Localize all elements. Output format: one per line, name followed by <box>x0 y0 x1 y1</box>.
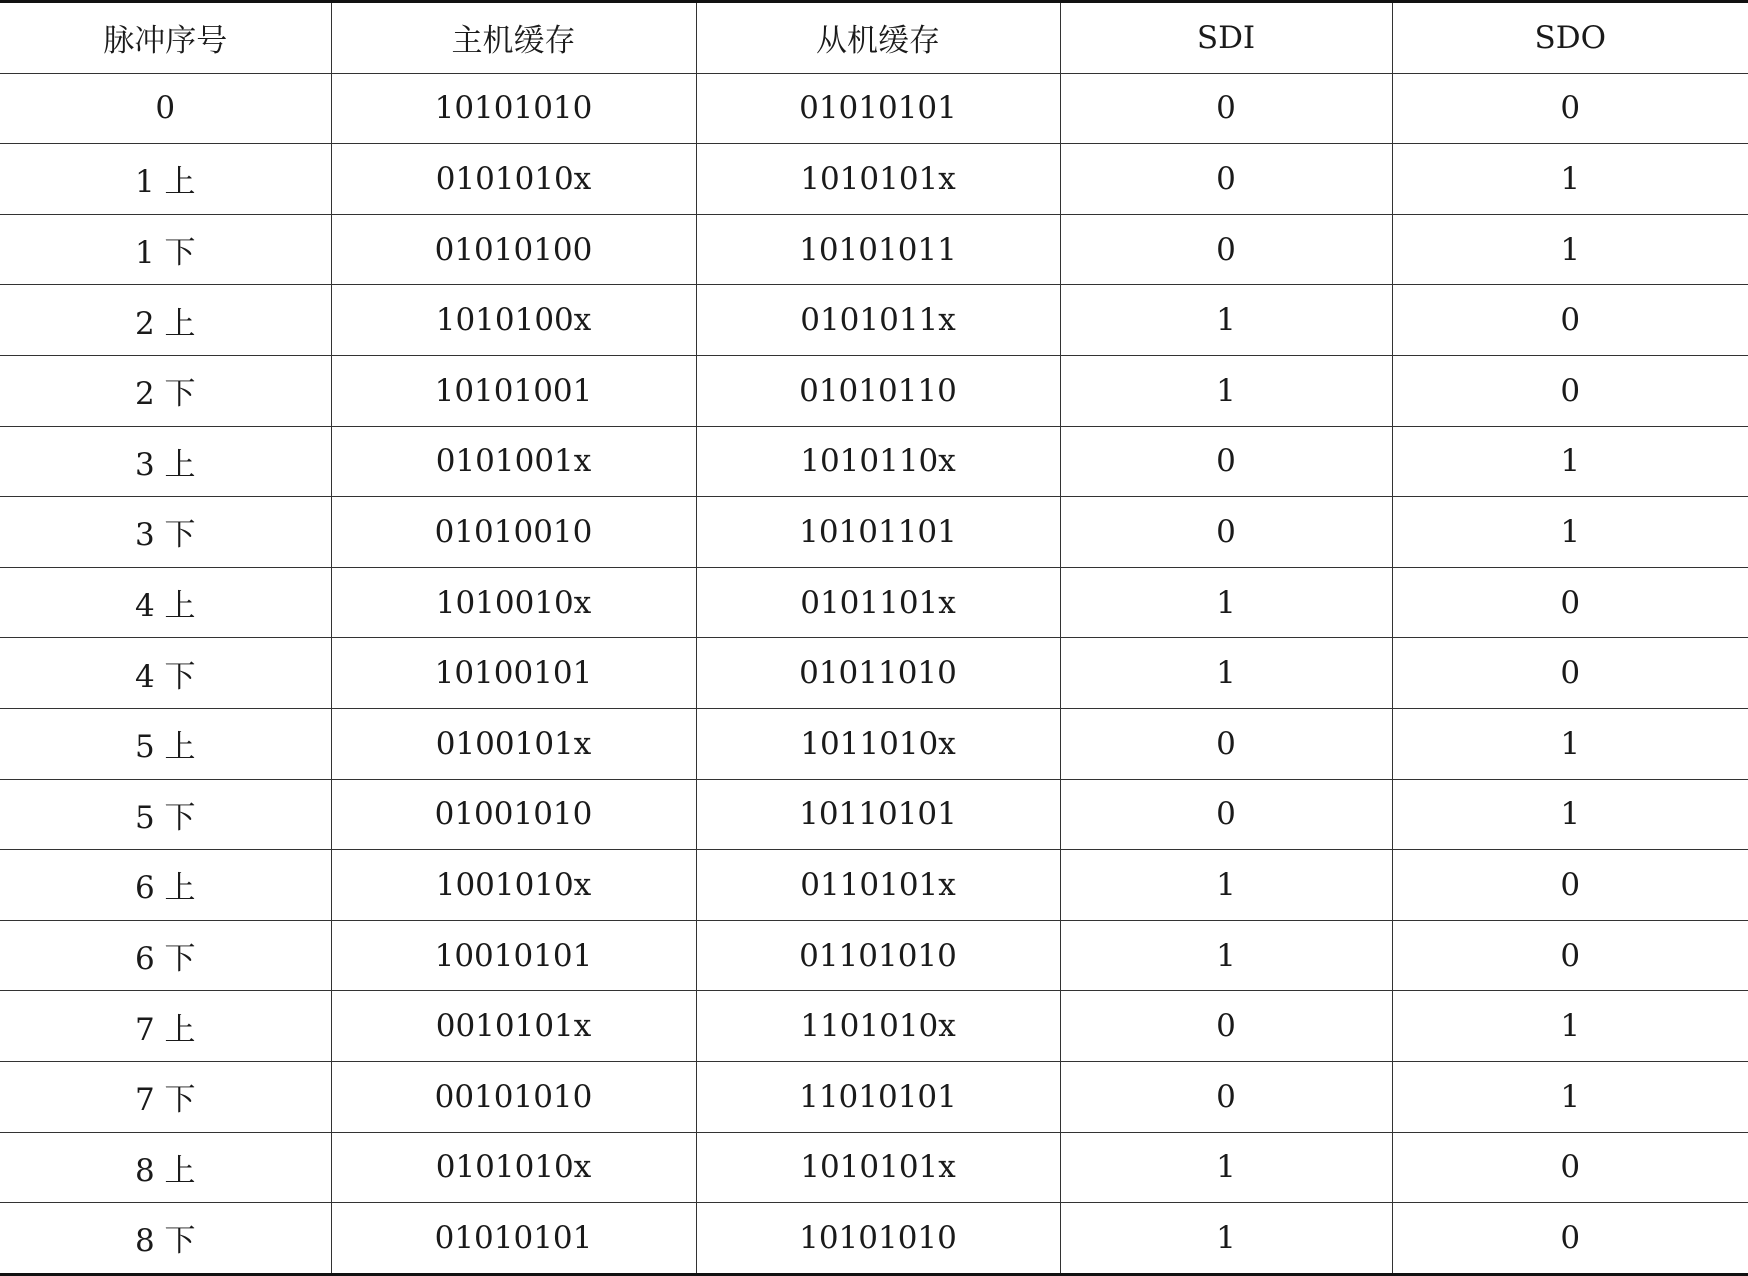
cell-pulse-index: 8 下 <box>0 1203 331 1275</box>
column-header-slave-buffer: 从机缓存 <box>696 2 1060 74</box>
table-row <box>0 920 1748 991</box>
cell-sdi: 0 <box>1060 497 1392 568</box>
cell-master-buffer: 0101010x <box>331 144 696 215</box>
table-row <box>0 638 1748 709</box>
cell-sdo: 1 <box>1392 497 1748 568</box>
cell-pulse-index: 0 <box>0 73 331 144</box>
cell-sdo: 0 <box>1392 285 1748 356</box>
cell-master-buffer: 01010100 <box>331 214 696 285</box>
cell-slave-buffer: 1011010x <box>696 708 1060 779</box>
cell-sdi: 0 <box>1060 73 1392 144</box>
table-row <box>0 708 1748 779</box>
cell-sdo: 0 <box>1392 850 1748 921</box>
cell-master-buffer: 0101001x <box>331 426 696 497</box>
cell-slave-buffer: 1010101x <box>696 144 1060 215</box>
cell-master-buffer: 1001010x <box>331 850 696 921</box>
table-row <box>0 1203 1748 1275</box>
cell-sdo: 1 <box>1392 144 1748 215</box>
cell-sdo: 1 <box>1392 1061 1748 1132</box>
cell-sdo: 1 <box>1392 426 1748 497</box>
cell-pulse-index: 4 下 <box>0 638 331 709</box>
cell-sdo: 0 <box>1392 920 1748 991</box>
cell-slave-buffer: 10101101 <box>696 497 1060 568</box>
cell-master-buffer: 1010010x <box>331 567 696 638</box>
table-row <box>0 1132 1748 1203</box>
cell-slave-buffer: 01010110 <box>696 355 1060 426</box>
cell-sdo: 1 <box>1392 708 1748 779</box>
table-row <box>0 285 1748 356</box>
cell-pulse-index: 6 下 <box>0 920 331 991</box>
cell-sdo: 0 <box>1392 73 1748 144</box>
cell-master-buffer: 10010101 <box>331 920 696 991</box>
cell-master-buffer: 10101001 <box>331 355 696 426</box>
cell-sdi: 0 <box>1060 779 1392 850</box>
cell-pulse-index: 6 上 <box>0 850 331 921</box>
column-header-sdi: SDI <box>1060 2 1392 74</box>
cell-sdi: 0 <box>1060 144 1392 215</box>
cell-slave-buffer: 01011010 <box>696 638 1060 709</box>
table-row <box>0 426 1748 497</box>
cell-slave-buffer: 10110101 <box>696 779 1060 850</box>
cell-slave-buffer: 10101011 <box>696 214 1060 285</box>
cell-slave-buffer: 0101101x <box>696 567 1060 638</box>
cell-sdi: 1 <box>1060 355 1392 426</box>
cell-sdi: 1 <box>1060 920 1392 991</box>
cell-pulse-index: 5 上 <box>0 708 331 779</box>
table-row <box>0 355 1748 426</box>
table-body <box>0 73 1748 1274</box>
table-row <box>0 850 1748 921</box>
cell-slave-buffer: 01101010 <box>696 920 1060 991</box>
cell-sdo: 1 <box>1392 991 1748 1062</box>
cell-slave-buffer: 10101010 <box>696 1203 1060 1275</box>
cell-master-buffer: 01010101 <box>331 1203 696 1275</box>
cell-slave-buffer: 11010101 <box>696 1061 1060 1132</box>
cell-sdo: 1 <box>1392 779 1748 850</box>
cell-pulse-index: 8 上 <box>0 1132 331 1203</box>
cell-master-buffer: 00101010 <box>331 1061 696 1132</box>
cell-sdo: 0 <box>1392 355 1748 426</box>
cell-master-buffer: 01001010 <box>331 779 696 850</box>
table-row <box>0 1061 1748 1132</box>
cell-sdi: 1 <box>1060 638 1392 709</box>
cell-pulse-index: 3 下 <box>0 497 331 568</box>
cell-master-buffer: 0010101x <box>331 991 696 1062</box>
cell-pulse-index: 4 上 <box>0 567 331 638</box>
cell-sdi: 0 <box>1060 991 1392 1062</box>
cell-master-buffer: 1010100x <box>331 285 696 356</box>
cell-sdi: 1 <box>1060 567 1392 638</box>
cell-sdi: 0 <box>1060 1061 1392 1132</box>
table-row <box>0 497 1748 568</box>
cell-pulse-index: 1 下 <box>0 214 331 285</box>
cell-pulse-index: 7 下 <box>0 1061 331 1132</box>
cell-sdi: 0 <box>1060 708 1392 779</box>
table-header <box>0 2 1748 74</box>
cell-master-buffer: 0101010x <box>331 1132 696 1203</box>
header-row <box>0 2 1748 74</box>
table-row <box>0 779 1748 850</box>
cell-sdi: 1 <box>1060 1132 1392 1203</box>
cell-master-buffer: 0100101x <box>331 708 696 779</box>
cell-slave-buffer: 1101010x <box>696 991 1060 1062</box>
table-row <box>0 214 1748 285</box>
cell-slave-buffer: 0101011x <box>696 285 1060 356</box>
table-row <box>0 991 1748 1062</box>
cell-master-buffer: 10101010 <box>331 73 696 144</box>
cell-slave-buffer: 01010101 <box>696 73 1060 144</box>
cell-pulse-index: 7 上 <box>0 991 331 1062</box>
column-header-pulse-index: 脉冲序号 <box>0 2 331 74</box>
cell-master-buffer: 01010010 <box>331 497 696 568</box>
column-header-master-buffer: 主机缓存 <box>331 2 696 74</box>
cell-slave-buffer: 0110101x <box>696 850 1060 921</box>
table-row <box>0 73 1748 144</box>
cell-pulse-index: 3 上 <box>0 426 331 497</box>
table-row <box>0 567 1748 638</box>
cell-sdi: 0 <box>1060 426 1392 497</box>
cell-sdo: 0 <box>1392 638 1748 709</box>
cell-sdo: 0 <box>1392 1203 1748 1275</box>
cell-pulse-index: 2 下 <box>0 355 331 426</box>
cell-sdi: 1 <box>1060 1203 1392 1275</box>
cell-sdi: 0 <box>1060 214 1392 285</box>
cell-sdo: 0 <box>1392 1132 1748 1203</box>
cell-pulse-index: 5 下 <box>0 779 331 850</box>
cell-sdi: 1 <box>1060 285 1392 356</box>
column-header-sdo: SDO <box>1392 2 1748 74</box>
cell-pulse-index: 2 上 <box>0 285 331 356</box>
cell-slave-buffer: 1010110x <box>696 426 1060 497</box>
table-row <box>0 144 1748 215</box>
cell-pulse-index: 1 上 <box>0 144 331 215</box>
cell-master-buffer: 10100101 <box>331 638 696 709</box>
cell-sdi: 1 <box>1060 850 1392 921</box>
cell-sdo: 0 <box>1392 567 1748 638</box>
cell-sdo: 1 <box>1392 214 1748 285</box>
cell-slave-buffer: 1010101x <box>696 1132 1060 1203</box>
